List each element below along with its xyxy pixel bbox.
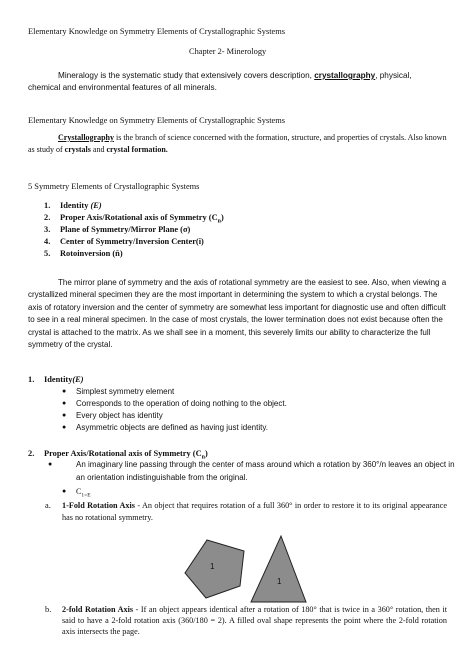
c1-bullet: ● $C_{1=E}$ <box>62 487 91 499</box>
section1-heading: Elementary Knowledge on Symmetry Elements of Crystallographic Systems <box>28 116 286 125</box>
intro-before: Mineralogy is the systematic study that extensively covers description, <box>58 71 315 80</box>
proper-axis-heading: 2. Proper Axis/Rotational axis of Symmetry $(C_n)$ <box>28 449 208 461</box>
chapter-title: Chapter 2- Minerology <box>189 47 267 56</box>
one-fold-axis-paragraph: 1-Fold Rotation Axis - An object that requires rotation of a full 360° in order to restore it to its original appearance has no rotational symmetry. <box>62 501 448 523</box>
bullet-icon: ● <box>62 400 67 407</box>
list-item: ● Corresponds to the operation of doing nothing to the object. <box>62 399 287 408</box>
triangle-shape <box>251 536 306 602</box>
bullet-icon: ● <box>62 388 67 395</box>
intro-term: crystallography <box>314 71 376 80</box>
crystallography-term: Crystallography <box>58 133 114 142</box>
list-item: ● Asymmetric objects are defined as having just identity. <box>62 423 268 432</box>
definition-text: is the branch of science concerned with the formation, structure, and properties of crystals. Also known as study of <box>28 133 447 155</box>
crystals-term: crystals <box>64 145 91 155</box>
symmetry-paragraph: The mirror plane of symmetry and the axis of rotational symmetry are the easiest to see. Also, when viewing a crystallized mineral specimen they are the most important in determining the system to which a crystal belongs. The axis of rotatory inversion and the center of symmetry are somewhat less important for diagnostic use and often difficult to see in a real mineral specimen. In the case of most crystals, the lower termination does not exist because often the crystal is attached to the matrix. As we shall see in a moment, this severely limits our ability to characterize the full symmetry of the crystal. <box>28 278 447 350</box>
section2-heading: 5 Symmetry Elements of Crystallographic Systems <box>28 182 200 191</box>
one-fold-title: 1-Fold Rotation Axis <box>62 501 135 510</box>
irregular-polygon-shape <box>185 540 244 598</box>
document-title: Elementary Knowledge on Symmetry Elements of Crystallographic Systems <box>28 27 286 36</box>
bullet-icon: ● <box>62 487 67 495</box>
b-label: b. <box>45 605 52 614</box>
crystal-formation-term: crystal formation. <box>106 145 168 155</box>
identity-heading: 1. Identity(E) <box>28 375 84 384</box>
element-item-identity: 1. Identity (E) <box>44 201 102 210</box>
bullet-icon: ● <box>62 424 67 431</box>
polygon-label: 1 <box>210 562 215 571</box>
definition-and: and <box>90 145 107 155</box>
two-fold-axis-paragraph: 2-fold Rotation Axis - If an object appears identical after a rotation of 180° that is twice in a 360° rotation, then it said to have a 2-fold rotation axis (360/180 = 2). A filled oval shape represents the point where the 2-fold rotation axis intersects the page. <box>62 605 447 637</box>
triangle-label: 1 <box>277 577 282 586</box>
list-item: ● Every object has identity <box>62 411 163 420</box>
list-item: ● Simplest symmetry element <box>62 387 175 396</box>
element-item-mirror-plane: 3. Plane of Symmetry/Mirror Plane (σ) <box>44 225 191 234</box>
element-item-rotoinversion: 5. Rotoinversion (n̄) <box>44 249 123 258</box>
bullet-icon: ● <box>62 412 67 419</box>
two-fold-title: 2-fold Rotation Axis <box>62 605 134 614</box>
element-item-inversion-center: 4. Center of Symmetry/Inversion Center(i) <box>44 237 204 246</box>
bullet-icon: ● <box>48 461 53 468</box>
element-item-proper-axis: 2. Proper Axis/Rotational axis of Symmetry $(C_n)$ <box>44 213 224 225</box>
intro-after: , physical, chemical and environmental features of all minerals. <box>28 71 412 93</box>
a-label: a. <box>45 501 51 510</box>
axis-definition-bullet: ● An imaginary line passing through the center of mass around which a rotation by 360°/n leaves an object in an orientation indistinguishable from the original. <box>48 460 455 482</box>
